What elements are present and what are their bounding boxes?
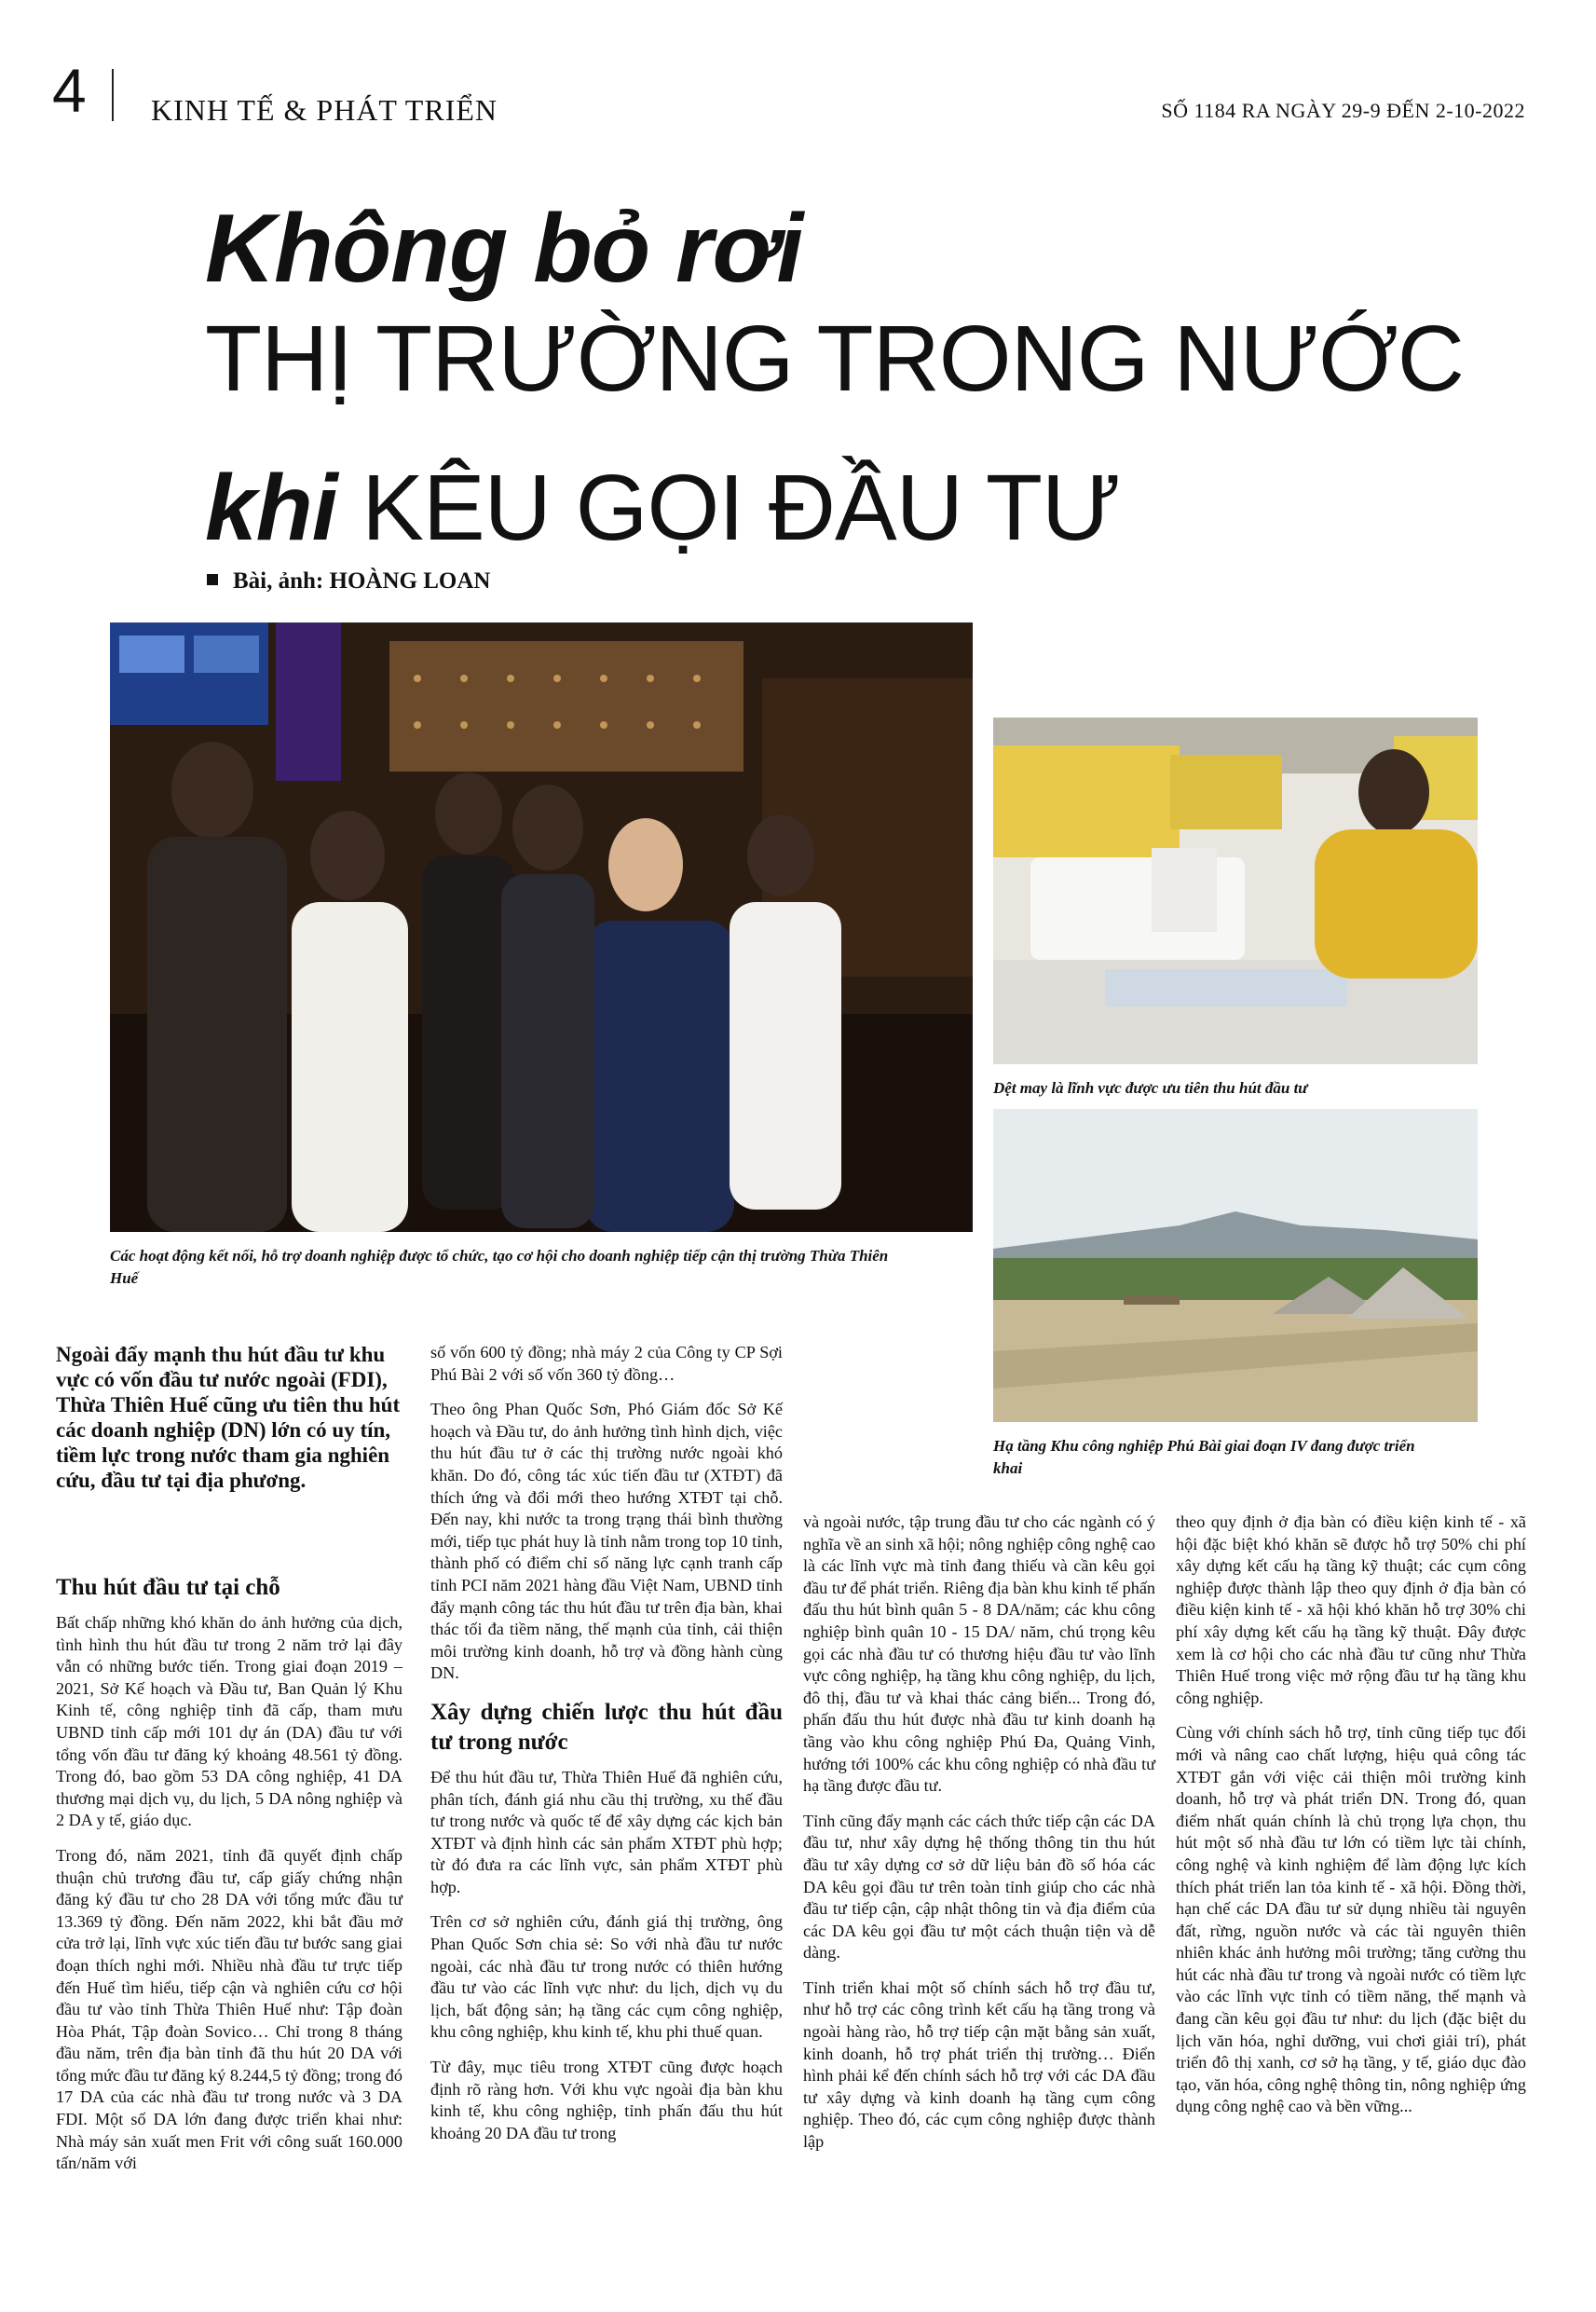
headline-line-3-italic: khi [205, 456, 337, 560]
paragraph: Bất chấp những khó khăn do ảnh hưởng của dịch, tình hình thu hút đầu tư trong 2 năm trở lại đây vẫn có những bước tiến. Trong giai đoạn 2019 – 2021, Sở Kế hoạch và Đầu tư, Ban Quản lý Khu Kinh tế, công nghiệp tỉnh đã cấp, tham mưu UBND tỉnh cấp mới 101 dự án (DA) đầu tư với tổng vốn đầu tư đăng ký khoảng 48.561 tỷ đồng. Trong đó, bao gồm 53 DA công nghiệp, 41 DA thương mại dịch vụ, du lịch, 5 DA nông nghiệp và 2 DA y tế, giáo dục. [56, 1613, 402, 1830]
caption-photo-industrial-zone: Hạ tầng Khu công nghiệp Phú Bài giai đoạn IV đang được triển khai [993, 1437, 1415, 1477]
photo-textile [993, 718, 1478, 1064]
article-column-2 [430, 1342, 783, 2157]
section-title: KINH TẾ & PHÁT TRIỂN [151, 93, 498, 127]
paragraph: Tỉnh triển khai một số chính sách hỗ trợ đầu tư, như hỗ trợ các công trình kết cấu hạ tầng trong và ngoài hàng rào, hỗ trợ tiếp cận mặt bằng sản xuất, kinh doanh, hỗ trợ phát triển thị trường… Điển hình phải kể đến chính sách hỗ trợ với các DA đầu tư xây dựng và kinh doanh hạ tầng cụm công nghiệp. Theo đó, các cụm công nghiệp được thành lập [803, 1977, 1155, 2152]
caption-photo-event: Các hoạt động kết nối, hỗ trợ doanh nghiệp được tổ chức, tạo cơ hội cho doanh nghiệp tiếp cận thị trường Thừa Thiên Huế [110, 1247, 889, 1287]
photo-textile-illustration [993, 718, 1478, 1064]
headline-line-3 [205, 457, 1120, 559]
paragraph: và ngoài nước, tập trung đầu tư cho các ngành có ý nghĩa về an sinh xã hội; nông nghiệp công nghệ cao là các lĩnh vực mà tỉnh đang thiếu và cần kêu gọi đầu tư để phát triển. Riêng địa bàn khu kinh tế phấn đấu thu hút bình quân 5 - 8 DA/năm; các khu công nghiệp bình quân 10 - 15 DA/ năm, chú trọng kêu gọi các nhà đầu tư có thương hiệu đầu tư vào lĩnh vực công nghiệp, hạ tầng khu công nghiệp, du lịch, đô thị, đầu tư và khai thác cảng biển... Trong đó, phấn đấu thu hút được nhà đầu tư kinh doanh hạ tầng vào khu công nghiệp Phú Đa, Quảng Vinh, hướng tới 100% các khu công nghiệp có nhà đầu tư hạ tầng được đầu tư. [803, 1512, 1155, 1796]
photo-industrial-zone-illustration [993, 1109, 1478, 1422]
paragraph: Trong đó, năm 2021, tỉnh đã quyết định chấp thuận chủ trương đầu tư, cấp giấy chứng nhận đăng ký đầu tư cho 28 DA với tổng mức đầu tư 13.369 tỷ đồng. Đến năm 2022, khi bắt đầu mở cửa trở lại, lĩnh vực xúc tiến đầu tư bước sang giai đoạn thích nghi mới. Nhiều nhà đầu tư trực tiếp đến Huế tìm hiểu, tiếp cận và nghiên cứu cơ hội đầu tư vào tỉnh Thừa Thiên Huế như: Tập đoàn Hòa Phát, Tập đoàn Sovico… Chỉ trong 8 tháng đầu năm, trên địa bàn tỉnh đã thu hút 20 DA với tổng mức đầu tư đăng ký 8.244,5 tỷ đồng; trong đó 17 DA của các nhà đầu tư trong nước và 3 DA FDI. Một số DA lớn đang được triển khai như: Nhà máy sản xuất men Frit với công suất 160.000 tấn/năm với [56, 1845, 402, 2173]
byline [207, 568, 490, 595]
article-column-1 [56, 1573, 402, 2188]
headline-line-3-rest: KÊU GỌI ĐẦU TƯ [336, 456, 1121, 560]
article-column-3 [803, 1512, 1155, 2167]
paragraph: Để thu hút đầu tư, Thừa Thiên Huế đã nghiên cứu, phân tích, đánh giá nhu cầu thị trường, xu thế đầu tư trong nước và quốc tế để xây dựng các kịch bản XTĐT và định hình các sản phẩm XTĐT phù hợp; từ đó đưa ra các lĩnh vực, sản phẩm XTĐT phù hợp. [430, 1767, 783, 1896]
page-number: 4 [52, 56, 87, 125]
article-column-4 [1176, 1512, 1526, 2131]
photo-industrial-zone [993, 1109, 1478, 1422]
paragraph: theo quy định ở địa bàn có điều kiện kinh tế - xã hội đặc biệt khó khăn sẽ được hỗ trợ 50% chi phí xây dựng kết cấu hạ tầng kỹ thuật; các cụm công nghiệp được thành lập theo quy định ở địa bàn có điều kiện kinh tế - xã hội khó khăn hỗ trợ 30% chi phí xây dựng kết cấu hạ tầng kỹ thuật. Đây được xem là cơ hội cho các nhà đầu tư cũng như Thừa Thiên Huế trong việc mở rộng đầu tư hạ tầng khu công nghiệp. [1176, 1512, 1526, 1707]
bullet-square-icon [207, 574, 218, 585]
paragraph: Tỉnh cũng đẩy mạnh các cách thức tiếp cận các DA đầu tư, như xây dựng hệ thống thông tin thu hút đầu tư xây dựng cơ sở dữ liệu bản đồ số hóa các DA kêu gọi đầu tư trên toàn tỉnh giúp cho các nhà đầu tư tiếp cận, cập nhật thông tin và địa điểm của các DA kêu gọi đầu tư một cách thuận tiện và dễ dàng. [803, 1811, 1155, 1963]
subheading-xay-dung-chien-luoc: Xây dựng chiến lược thu hút đầu tư trong nước [430, 1699, 783, 1755]
issue-info: SỐ 1184 RA NGÀY 29-9 ĐẾN 2-10-2022 [1161, 99, 1525, 122]
byline-text: Bài, ảnh: HOÀNG LOAN [233, 568, 491, 594]
paragraph: Từ đây, mục tiêu trong XTĐT cũng được hoạch định rõ ràng hơn. Với khu vực ngoài địa bàn khu kinh tế, khu công nghiệp, tỉnh phấn đấu thu hút khoảng 20 DA đầu tư trong [430, 2058, 783, 2142]
subheading-thu-hut-dau-tu-tai-cho: Thu hút đầu tư tại chỗ [56, 1575, 280, 1600]
photo-event [110, 622, 973, 1232]
lead-paragraph: Ngoài đẩy mạnh thu hút đầu tư khu vực có vốn đầu tư nước ngoài (FDI), Thừa Thiên Huế cũng ưu tiên thu hút các doanh nghiệp (DN) lớn có uy tín, tiềm lực trong nước tham gia nghiên cứu, đầu tư tại địa phương. [56, 1343, 401, 1492]
headline-line-2: THỊ TRƯỜNG TRONG NƯỚC [205, 307, 1464, 411]
paragraph: Trên cơ sở nghiên cứu, đánh giá thị trường, ông Phan Quốc Sơn chia sẻ: So với nhà đầu tư nước ngoài, các nhà đầu tư trong nước có thiên hướng đầu tư vào các lĩnh vực như: du lịch, dịch vụ du lịch, bất động sản; hạ tầng các cụm công nghiệp, khu công nghiệp, khu kinh tế, khu phi thuế quan. [430, 1912, 783, 2042]
paragraph: Theo ông Phan Quốc Sơn, Phó Giám đốc Sở Kế hoạch và Đầu tư, do ảnh hưởng tình hình dịch, việc thu hút đầu tư ở các thị trường nước ngoài khó khăn. Do đó, công tác xúc tiến đầu tư (XTĐT) đã thích ứng và đổi mới theo hướng XTĐT tại chỗ. Đến nay, khi nước ta trong trạng thái bình thường mới, tiếp tục phát huy là tỉnh nằm trong top 10 tỉnh, thành phố có điểm chỉ số năng lực cạnh tranh cấp tỉnh PCI năm 2021 hàng đầu Việt Nam, UBND tỉnh đẩy mạnh công tác thu hút đầu tư trên địa bàn, khai thác tối đa tiềm năng, thế mạnh của tỉnh, cải thiện môi trường kinh doanh, hỗ trợ và đồng hành cùng DN. [430, 1400, 783, 1683]
header-divider [112, 69, 114, 121]
photo-event-illustration [110, 622, 973, 1232]
caption-photo-textile: Dệt may là lĩnh vực được ưu tiên thu hút đầu tư [993, 1079, 1308, 1097]
paragraph: số vốn 600 tỷ đồng; nhà máy 2 của Công ty CP Sợi Phú Bài 2 với số vốn 360 tỷ đồng… [430, 1343, 783, 1384]
paragraph: Cùng với chính sách hỗ trợ, tỉnh cũng tiếp tục đổi mới và nâng cao chất lượng, hiệu quả công tác XTĐT gắn với việc cải thiện môi trường kinh doanh, hỗ trợ và phát triển DN. Trong đó, quan điểm nhất quán chính là chủ trọng lựa chọn, thu hút một số nhà đầu tư lớn có tiềm lực tài chính, công nghệ và kinh nghiệm để làm động lực kích thích phát triển lan tỏa kinh tế - xã hội. Đồng thời, hạn chế các DA đầu tư sử dụng nhiều tài nguyên đất, rừng, nguồn nước và các tài nguyên thiên nhiên khác ảnh hưởng môi trường; tăng cường thu hút các nhà đầu tư trong và ngoài nước có tiềm lực vào các lĩnh vực tỉnh có tiềm năng, thế mạnh và đang cần kêu gọi đầu tư như: du lịch (đặc biệt du lịch văn hóa, nghỉ dưỡng, vui chơi giải trí), phát triển đô thị xanh, cơ sở hạ tầng, y tế, giáo dục đào tạo, văn hóa, công nghệ thông tin, nông nghiệp ứng dụng công nghệ cao và bền vững... [1176, 1723, 1526, 2116]
headline-line-1: Không bỏ rơi [205, 195, 803, 303]
